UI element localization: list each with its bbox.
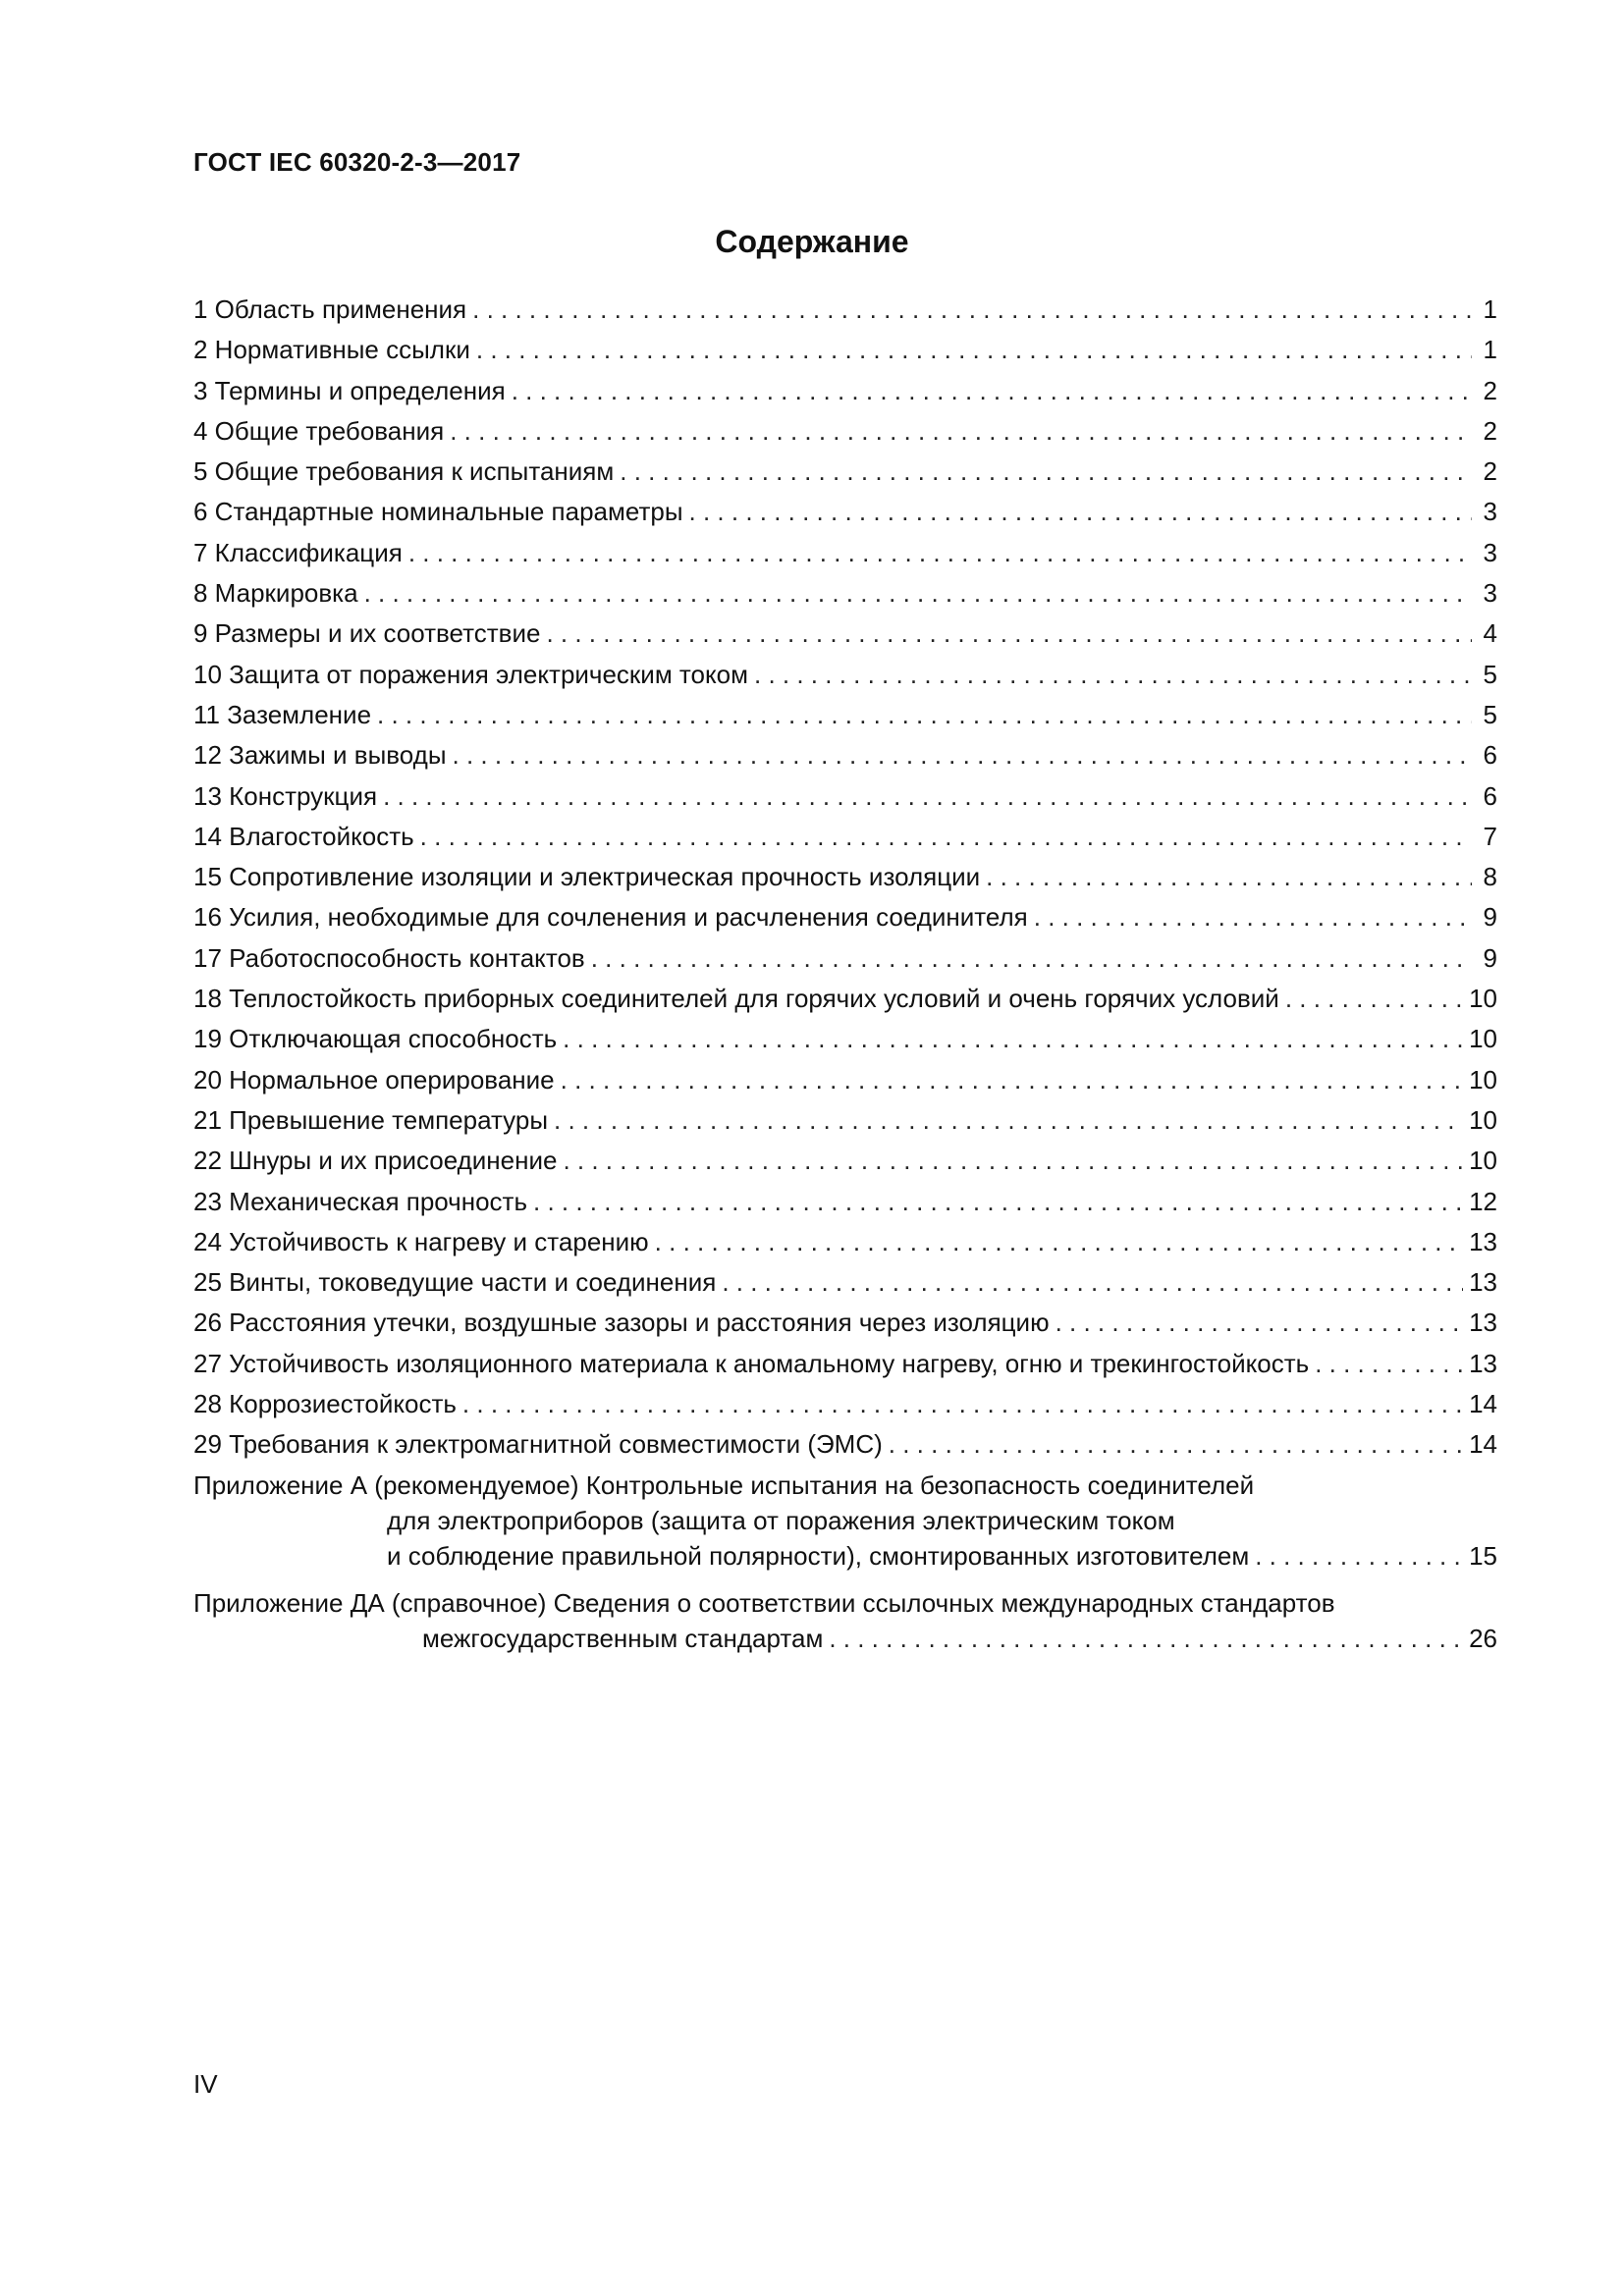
toc-entry-page: 13 bbox=[1469, 1226, 1497, 1256]
toc-entry-title: 7 Классификация bbox=[193, 537, 403, 567]
dot-leader bbox=[1315, 1344, 1463, 1384]
toc-annex-da[interactable] bbox=[193, 1585, 1497, 1656]
toc-entry-title: 27 Устойчивость изоляционного материала к аномальному нагреву, огню и трекингостойкость bbox=[193, 1348, 1310, 1378]
toc-entry-page: 9 bbox=[1483, 902, 1497, 933]
dot-leader bbox=[655, 1222, 1463, 1262]
toc-entry-page: 7 bbox=[1483, 821, 1497, 851]
dot-leader bbox=[620, 452, 1472, 492]
toc-entry[interactable] bbox=[193, 1100, 1497, 1141]
dot-leader bbox=[1255, 1538, 1463, 1574]
toc-entry[interactable] bbox=[193, 1424, 1497, 1465]
toc-entry-page: 3 bbox=[1483, 497, 1497, 527]
annex-da-line2: межгосударственным стандартам bbox=[422, 1623, 824, 1653]
dot-leader bbox=[889, 1424, 1463, 1465]
toc-entry[interactable] bbox=[193, 655, 1497, 695]
toc-entry-title: 23 Механическая прочность bbox=[193, 1186, 527, 1216]
toc-entry[interactable] bbox=[193, 1060, 1497, 1100]
annex-da-last-line bbox=[193, 1621, 1497, 1656]
annex-da-line1: Приложение ДА (справочное) Сведения о соответствии ссылочных международных стандартов bbox=[193, 1587, 1335, 1618]
toc-entry-title: 17 Работоспособность контактов bbox=[193, 942, 585, 973]
toc-entry-title: 11 Заземление bbox=[193, 699, 372, 729]
toc-entry-page: 14 bbox=[1469, 1389, 1497, 1419]
toc-entry-page: 1 bbox=[1483, 294, 1497, 324]
dot-leader bbox=[383, 776, 1472, 817]
dot-leader bbox=[512, 371, 1472, 411]
dot-leader bbox=[408, 533, 1472, 573]
toc-entry-title: 9 Размеры и их соответствие bbox=[193, 618, 541, 649]
toc-entry-title: 25 Винты, токоведущие части и соединения bbox=[193, 1267, 717, 1298]
toc-entry-page: 13 bbox=[1469, 1308, 1497, 1338]
annex-a-last-line bbox=[193, 1538, 1497, 1574]
table-of-contents bbox=[193, 290, 1497, 1656]
toc-entry-title: 3 Термины и определения bbox=[193, 375, 506, 405]
annex-da-page: 26 bbox=[1469, 1623, 1497, 1653]
toc-entry[interactable] bbox=[193, 492, 1497, 532]
toc-entry-title: 29 Требования к электромагнитной совместимости (ЭМС) bbox=[193, 1429, 883, 1460]
dot-leader bbox=[986, 857, 1472, 897]
toc-entry-title: 12 Зажимы и выводы bbox=[193, 740, 447, 771]
toc-entry-page: 10 bbox=[1469, 1146, 1497, 1176]
toc-entry-page: 10 bbox=[1469, 984, 1497, 1014]
annex-a-line3: и соблюдение правильной полярности), смонтированных изготовителем bbox=[387, 1540, 1250, 1571]
toc-entry-title: 2 Нормативные ссылки bbox=[193, 335, 470, 365]
toc-entry-page: 5 bbox=[1483, 699, 1497, 729]
toc-entry[interactable] bbox=[193, 1019, 1497, 1059]
toc-entry[interactable] bbox=[193, 573, 1497, 614]
toc-entry-page: 6 bbox=[1483, 740, 1497, 771]
toc-entry-page: 8 bbox=[1483, 862, 1497, 892]
dot-leader bbox=[1056, 1303, 1463, 1343]
toc-entry-page: 14 bbox=[1469, 1429, 1497, 1460]
toc-entry-page: 2 bbox=[1483, 375, 1497, 405]
dot-leader bbox=[1285, 979, 1463, 1019]
page-number: IV bbox=[193, 2069, 218, 2099]
toc-entry-title: 20 Нормальное оперирование bbox=[193, 1064, 555, 1095]
toc-entry-page: 2 bbox=[1483, 415, 1497, 446]
toc-entry-title: 24 Устойчивость к нагреву и старению bbox=[193, 1226, 649, 1256]
annex-a-line1: Приложение А (рекомендуемое) Контрольные испытания на безопасность соединителей bbox=[193, 1469, 1255, 1500]
toc-entry[interactable] bbox=[193, 695, 1497, 735]
toc-entry-page: 2 bbox=[1483, 456, 1497, 487]
toc-entry[interactable] bbox=[193, 1141, 1497, 1181]
toc-entry-page: 4 bbox=[1483, 618, 1497, 649]
toc-entry[interactable] bbox=[193, 857, 1497, 897]
toc-entry-title: 16 Усилия, необходимые для сочленения и расчленения соединителя bbox=[193, 902, 1028, 933]
toc-entry-page: 10 bbox=[1469, 1064, 1497, 1095]
toc-entry[interactable] bbox=[193, 330, 1497, 370]
toc-entry-title: 19 Отключающая способность bbox=[193, 1024, 558, 1054]
toc-entry-title: 4 Общие требования bbox=[193, 415, 445, 446]
toc-entry-page: 12 bbox=[1469, 1186, 1497, 1216]
dot-leader bbox=[450, 411, 1472, 452]
dot-leader bbox=[829, 1621, 1463, 1656]
toc-entry-page: 3 bbox=[1483, 578, 1497, 609]
toc-entry[interactable] bbox=[193, 371, 1497, 411]
dot-leader bbox=[377, 695, 1472, 735]
dot-leader bbox=[1034, 897, 1472, 937]
dot-leader bbox=[462, 1384, 1463, 1424]
toc-entry-title: 14 Влагостойкость bbox=[193, 821, 414, 851]
toc-entry-title: 28 Коррозиестойкость bbox=[193, 1389, 457, 1419]
annex-a-line2: для электроприборов (защита от поражения электрическим током bbox=[387, 1505, 1175, 1535]
toc-entry-title: 26 Расстояния утечки, воздушные зазоры и расстояния через изоляцию bbox=[193, 1308, 1050, 1338]
dot-leader bbox=[472, 290, 1472, 330]
annex-a-page: 15 bbox=[1469, 1540, 1497, 1571]
toc-entry[interactable] bbox=[193, 817, 1497, 857]
toc-entry-title: 6 Стандартные номинальные параметры bbox=[193, 497, 683, 527]
toc-entry-title: 13 Конструкция bbox=[193, 780, 378, 811]
toc-entry-title: 21 Превышение температуры bbox=[193, 1104, 549, 1135]
toc-entry-title: 15 Сопротивление изоляции и электрическая прочность изоляции bbox=[193, 862, 981, 892]
toc-entry-page: 5 bbox=[1483, 659, 1497, 689]
toc-entry-page: 1 bbox=[1483, 335, 1497, 365]
toc-entry[interactable] bbox=[193, 735, 1497, 775]
toc-title: Содержание bbox=[715, 224, 909, 259]
dot-leader bbox=[420, 817, 1472, 857]
toc-entry[interactable] bbox=[193, 1384, 1497, 1424]
toc-entry[interactable] bbox=[193, 897, 1497, 937]
dot-leader bbox=[364, 573, 1472, 614]
toc-entry[interactable] bbox=[193, 1303, 1497, 1343]
dot-leader bbox=[561, 1060, 1463, 1100]
dot-leader bbox=[533, 1182, 1463, 1222]
dot-leader bbox=[554, 1100, 1463, 1141]
toc-annex-a[interactable] bbox=[193, 1468, 1497, 1574]
dot-leader bbox=[453, 735, 1472, 775]
dot-leader bbox=[591, 938, 1472, 979]
toc-entry-page: 6 bbox=[1483, 780, 1497, 811]
toc-entry[interactable] bbox=[193, 533, 1497, 573]
toc-entry[interactable] bbox=[193, 1182, 1497, 1222]
toc-entry[interactable] bbox=[193, 452, 1497, 492]
toc-entry[interactable] bbox=[193, 614, 1497, 654]
toc-entry[interactable] bbox=[193, 1344, 1497, 1384]
toc-entry[interactable] bbox=[193, 1222, 1497, 1262]
toc-entry[interactable] bbox=[193, 411, 1497, 452]
toc-entry-page: 13 bbox=[1469, 1267, 1497, 1298]
toc-entry-title: 1 Область применения bbox=[193, 294, 467, 324]
toc-entry[interactable] bbox=[193, 979, 1497, 1019]
toc-entry-page: 10 bbox=[1469, 1104, 1497, 1135]
toc-entry-title: 8 Маркировка bbox=[193, 578, 358, 609]
toc-entry[interactable] bbox=[193, 938, 1497, 979]
dot-leader bbox=[546, 614, 1472, 654]
toc-entry-title: 5 Общие требования к испытаниям bbox=[193, 456, 615, 487]
toc-entry-title: 10 Защита от поражения электрическим током bbox=[193, 659, 749, 689]
dot-leader bbox=[476, 330, 1472, 370]
document-code: ГОСТ IEC 60320-2-3—2017 bbox=[193, 147, 521, 177]
toc-entry[interactable] bbox=[193, 290, 1497, 330]
dot-leader bbox=[563, 1019, 1463, 1059]
toc-entry-title: 22 Шнуры и их присоединение bbox=[193, 1146, 558, 1176]
toc-entry-page: 9 bbox=[1483, 942, 1497, 973]
toc-entry[interactable] bbox=[193, 776, 1497, 817]
toc-entry-page: 3 bbox=[1483, 537, 1497, 567]
toc-entry-page: 10 bbox=[1469, 1024, 1497, 1054]
toc-entry-page: 13 bbox=[1469, 1348, 1497, 1378]
dot-leader bbox=[754, 655, 1472, 695]
dot-leader bbox=[563, 1141, 1463, 1181]
dot-leader bbox=[722, 1262, 1463, 1303]
dot-leader bbox=[689, 492, 1472, 532]
toc-entry-title: 18 Теплостойкость приборных соединителей для горячих условий и очень горячих условий bbox=[193, 984, 1279, 1014]
toc-entry[interactable] bbox=[193, 1262, 1497, 1303]
